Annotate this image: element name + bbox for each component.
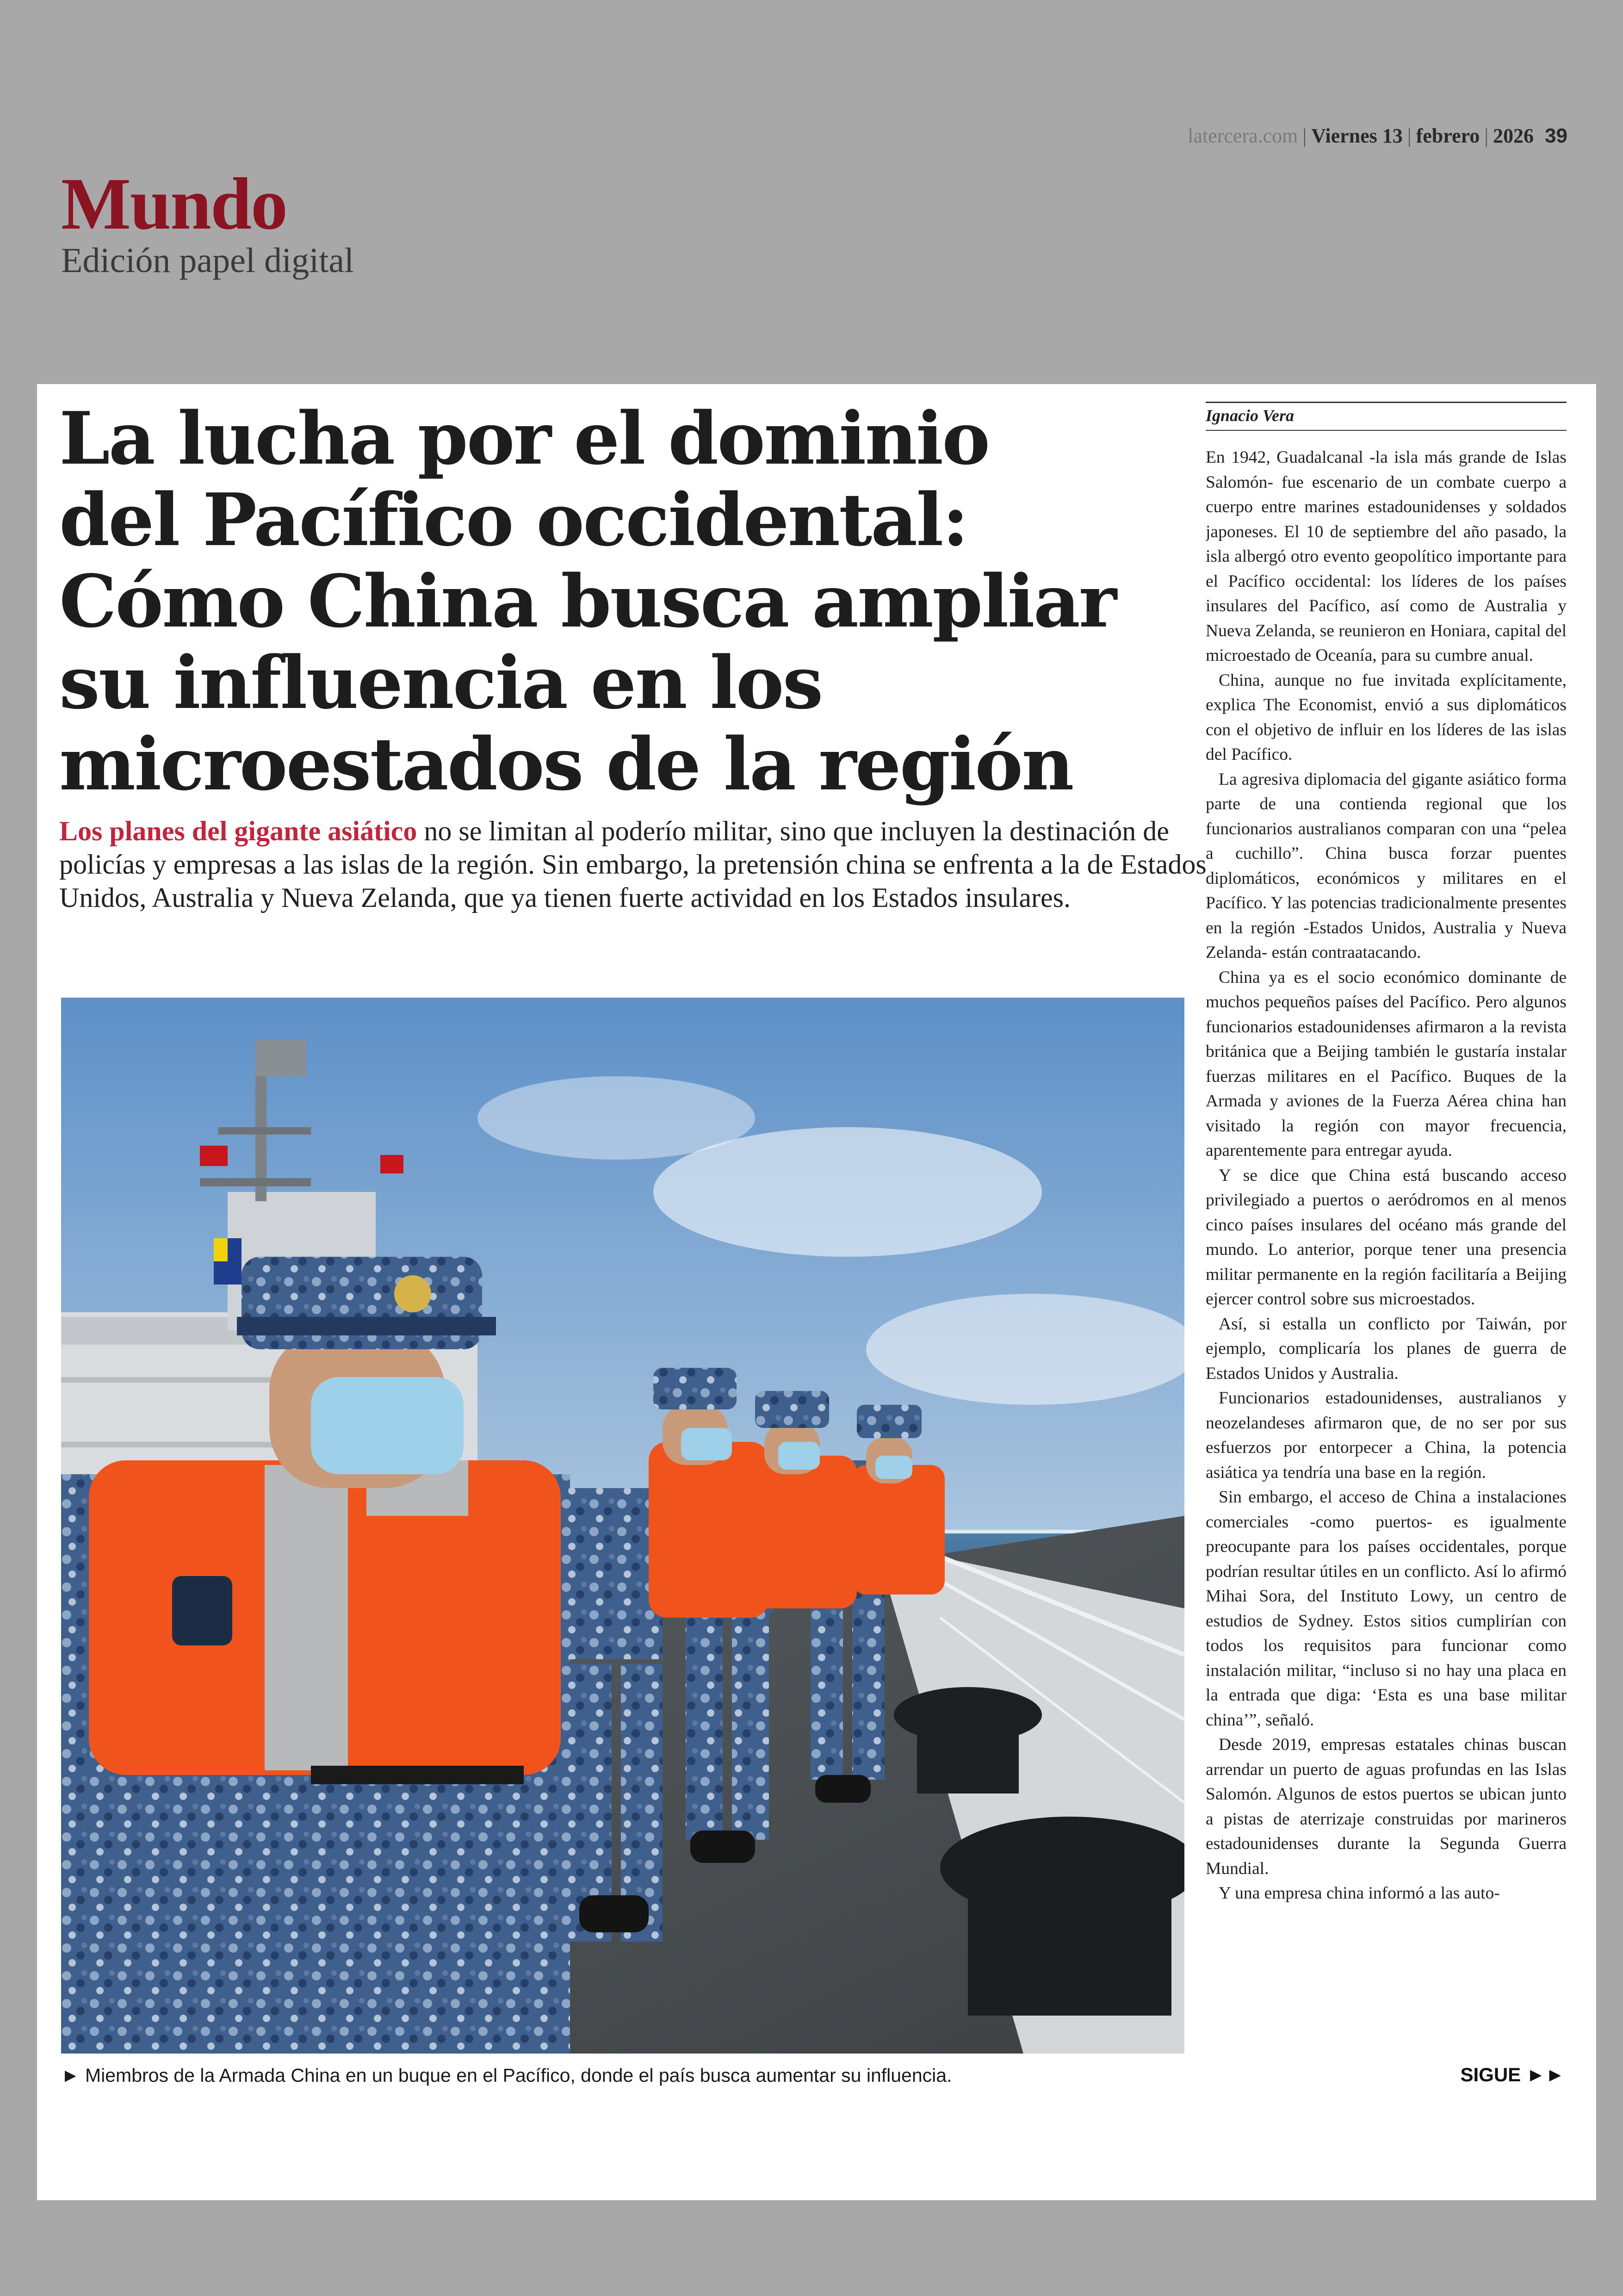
body-paragraph: Y una empresa china informó a las auto- bbox=[1219, 1884, 1500, 1903]
section-name: Mundo bbox=[61, 162, 287, 245]
article-body bbox=[1206, 445, 1567, 2037]
section-subtitle: Edición papel digital bbox=[61, 241, 354, 280]
folio-month: febrero bbox=[1416, 124, 1480, 147]
page-number: 39 bbox=[1545, 124, 1567, 147]
site-name: latercera.com bbox=[1188, 124, 1298, 147]
body-paragraph: La agresiva diplomacia del gigante asiático forma parte de una contienda regional que los funcionarios australianos comparan con una “pelea a cuchillo”. China busca forzar puentes diplomáticos, económicos y militares en el Pacífico. Y las potencias tradicionalmente presentes en la región -Estados Unidos, Australia y Nueva Zelanda- están contraatacando. bbox=[1206, 769, 1567, 962]
body-paragraph: Así, si estalla un conflicto por Taiwán, por ejemplo, complicaría los planes de guerra de Estados Unidos y Australia. bbox=[1206, 1314, 1567, 1383]
continued-marker: SIGUE ►► bbox=[1460, 2064, 1565, 2085]
headline-line: La lucha por el dominio bbox=[59, 396, 989, 481]
folio-year: 2026 bbox=[1493, 124, 1534, 147]
article-photo bbox=[61, 998, 1184, 2054]
folio-day: Viernes 13 bbox=[1311, 124, 1403, 147]
body-paragraph: Desde 2019, empresas estatales chinas buscan arrendar un puerto de aguas profundas en las Islas Salomón. Algunos de estos puertos se ubican junto a pistas de aterrizaje construidas por marineros estadounidenses durante la Segunda Guerra Mundial. bbox=[1206, 1735, 1567, 1878]
article-page bbox=[37, 384, 1596, 2200]
page-folio: latercera.com | Viernes 13 | febrero | 2026 39 bbox=[1188, 124, 1567, 147]
headline-line: del Pacífico occidental: bbox=[59, 478, 968, 562]
body-paragraph: Funcionarios estadounidenses, australianos y neozelandeses afirmaron que, de no ser por sus esfuerzos por entorpecer a China, la potencia asiática ya tendría una base en la región. bbox=[1206, 1389, 1567, 1482]
byline: Ignacio Vera bbox=[1206, 402, 1567, 431]
body-paragraph: Y se dice que China está buscando acceso privilegiado a puertos o aeródromos en al menos cinco países insulares del océano más grande del mundo. Lo anterior, porque tener una presencia militar permanente en la región facilitaría a Beijing ejercer control sobre sus microestados. bbox=[1206, 1166, 1567, 1309]
body-paragraph: Sin embargo, el acceso de China a instalaciones comerciales -como puertos- es igualmente preocupante para los países occidentales, porque podrían resultar útiles en un conflicto. Así lo afirmó Mihai Sora, del Instituto Lowy, un centro de estudios de Sydney. Estos sitios cumplirían con todos los requisitos para funcionar como instalación militar, “incluso si no hay una placa en la entrada que diga: ‘Esta es una base militar china’”, señaló. bbox=[1206, 1488, 1567, 1730]
deck bbox=[59, 814, 1207, 914]
body-paragraph: China, aunque no fue invitada explícitamente, explica The Economist, envió a sus diplomáticos con el objetivo de influir en los líderes de las islas del Pacífico. bbox=[1206, 670, 1567, 764]
photo-caption: ► Miembros de la Armada China en un buque en el Pacífico, donde el país busca aumentar su influencia. bbox=[61, 2065, 952, 2086]
body-paragraph: En 1942, Guadalcanal -la isla más grande de Islas Salomón- fue escenario de un combate cuerpo a cuerpo entre marines estadounidenses y soldados japoneses. El 10 de septiembre del año pasado, la isla albergó otro evento geopolítico importante para el Pacífico occidental: los líderes de los países insulares del Pacífico, así como de Australia y Nueva Zelanda, se reunieron en Honiara, capital del microestado de Oceanía, para su cumbre anual. bbox=[1206, 448, 1567, 665]
deck-lead: Los planes del gigante asiático bbox=[59, 816, 417, 846]
body-paragraph: China ya es el socio económico dominante de muchos pequeños países del Pacífico. Pero algunos funcionarios estadounidenses afirmaron a la revista británica que a Beijing también le gustaría instalar fuerzas militares en el Pacífico. Buques de la Armada y aviones de la Fuerza Aérea china han visitado la región con mayor frecuencia, aparentemente para entregar ayuda. bbox=[1206, 968, 1567, 1160]
deck-text: no se limitan al poderío militar, sino que incluyen la destinación de policías y empresas a las islas de la región. Sin embargo, la pretensión china se enfrenta a la de Estados Unidos, Australia y Nueva Zelanda, que ya tienen fuerte actividad en los Estados insulares. bbox=[59, 816, 1207, 913]
headline-line: Cómo China busca ampliar bbox=[59, 559, 1116, 644]
headline-line: su influencia en los bbox=[59, 640, 822, 725]
headline bbox=[59, 398, 1207, 805]
headline-line: microestados de la región bbox=[59, 722, 1073, 807]
